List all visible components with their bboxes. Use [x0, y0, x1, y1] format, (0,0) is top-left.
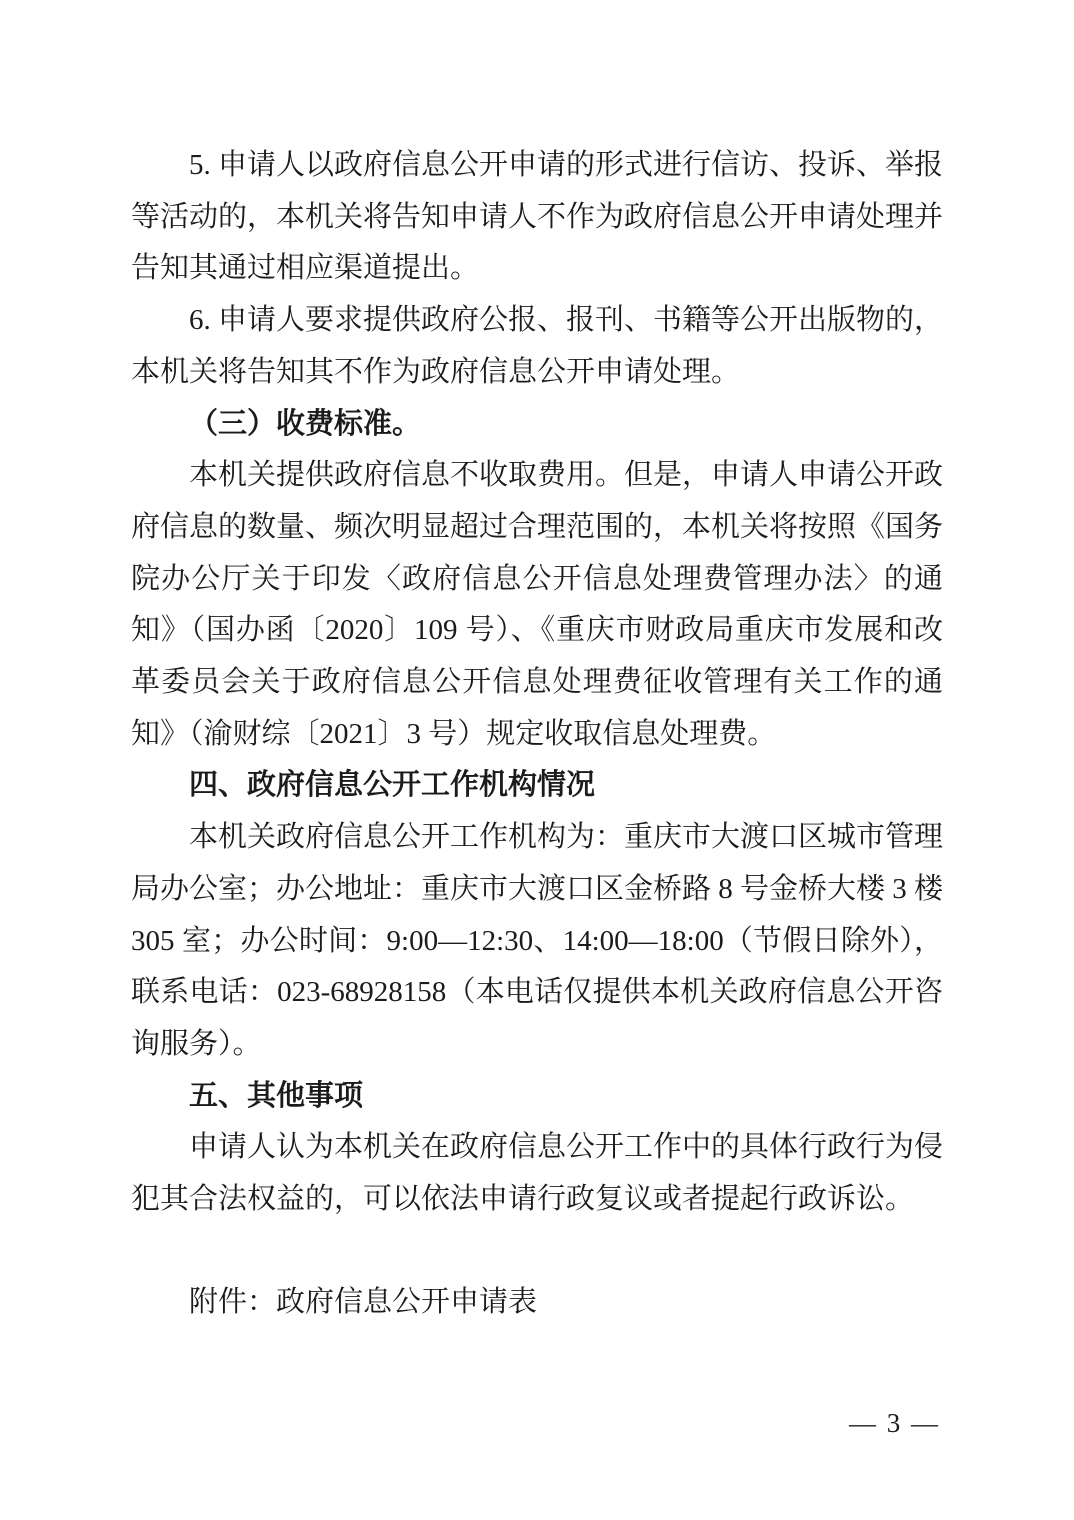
page-number: — 3 —	[849, 1408, 940, 1438]
paragraph-fee-detail: 本机关提供政府信息不收取费用。但是，申请人申请公开政府信息的数量、频次明显超过合理范围的，本机关将按照《国务院办公厅关于印发〈政府信息公开信息处理费管理办法〉的通知》（国办函〔2020〕109 号）、《重庆市财政局重庆市发展和改革委员会关于政府信息公开信息处理费征收管理有关工作的通知》（渝财综〔2021〕3 号）规定收取信息处理费。	[131, 459, 944, 750]
paragraph-other-matters: 申请人认为本机关在政府信息公开工作中的具体行政行为侵犯其合法权益的，可以依法申请行政复议或者提起行政诉讼。	[131, 1131, 944, 1216]
paragraph-item-5: 5. 申请人以政府信息公开申请的形式进行信访、投诉、举报等活动的，本机关将告知申请人不作为政府信息公开申请处理并告知其通过相应渠道提出。	[131, 149, 944, 285]
subsection-heading-fee-standard: （三）收费标准。	[189, 407, 422, 440]
section-heading-5-other-matters: 五、其他事项	[189, 1079, 364, 1112]
attachment-line: 附件：政府信息公开申请表	[189, 1286, 538, 1319]
section-heading-4-work-org: 四、政府信息公开工作机构情况	[189, 769, 596, 802]
page-content	[131, 140, 943, 1329]
paragraph-item-6: 6. 申请人要求提供政府公报、报刊、书籍等公开出版物的，本机关将告知其不作为政府信息公开申请处理。	[131, 304, 944, 388]
paragraph-work-org-info: 本机关政府信息公开工作机构为：重庆市大渡口区城市管理局办公室；办公地址：重庆市大渡口区金桥路 8 号金桥大楼 3 楼 305 室；办公时间：9:00—12:30、14:00—18:00（节假日除外），联系电话：023-68928158（本电话仅提供本机关政府信息公开咨询服务）。	[131, 821, 944, 1060]
